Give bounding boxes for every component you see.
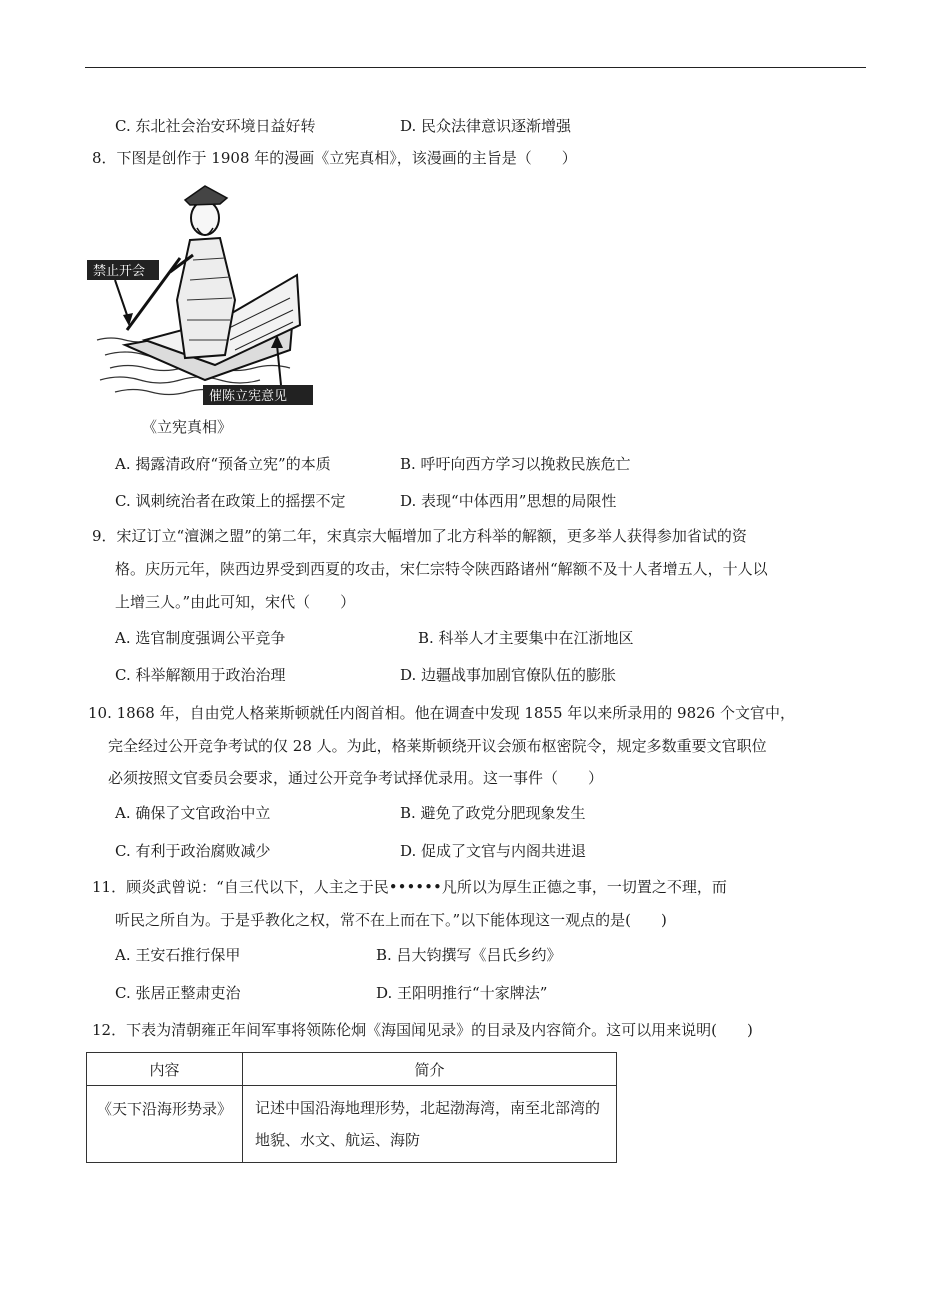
q11-option-b[interactable]: B. 吕大钧撰写《吕氏乡约》	[376, 946, 562, 964]
q9-option-c[interactable]: C. 科举解额用于政治治理	[115, 666, 286, 684]
q9-stem-line-1: 9．宋辽订立“澶渊之盟”的第二年，宋真宗大幅增加了北方科举的解额，更多举人获得参加省试的资	[92, 527, 747, 545]
q10-option-d[interactable]: D. 促成了文官与内阁共进退	[400, 842, 587, 860]
q11-stem-line-2: 听民之所自为。于是乎教化之权，常不在上而在下。”以下能体现这一观点的是( )	[115, 911, 667, 929]
cartoon-illustration	[85, 180, 315, 408]
q8-option-b[interactable]: B. 呼吁向西方学习以挽救民族危亡	[400, 455, 631, 473]
q11-option-d[interactable]: D. 王阳明推行“十家牌法”	[376, 984, 548, 1002]
table-cell-title: 《天下沿海形势录》	[87, 1086, 243, 1163]
cartoon-image	[85, 180, 315, 408]
q8-stem: 8．下图是创作于 1908 年的漫画《立宪真相》，该漫画的主旨是（ ）	[92, 149, 577, 167]
q9-stem-line-2: 格。庆历元年，陕西边界受到西夏的攻击，宋仁宗特令陕西路诸州“解额不及十人者增五人，十人以	[115, 560, 768, 578]
q11-option-c[interactable]: C. 张居正整肃吏治	[115, 984, 241, 1002]
q9-stem-line-3: 上增三人。”由此可知，宋代（ ）	[115, 593, 356, 611]
cartoon-caption: 《立宪真相》	[142, 418, 233, 436]
table-header-row	[87, 1053, 617, 1086]
q12-stem: 12．下表为清朝雍正年间军事将领陈伦炯《海国闻见录》的目录及内容简介。这可以用来说明( )	[92, 1021, 753, 1039]
q10-option-a[interactable]: A. 确保了文官政治中立	[115, 804, 271, 822]
q10-stem-line-3: 必须按照文官委员会要求，通过公开竞争考试择优录用。这一事件（ ）	[108, 769, 604, 787]
cartoon-label-bottom: 催陈立宪意见	[209, 389, 288, 404]
q8-option-d[interactable]: D. 表现“中体西用”思想的局限性	[400, 492, 617, 510]
q9-option-d[interactable]: D. 边疆战事加剧官僚队伍的膨胀	[400, 666, 617, 684]
q11-option-a[interactable]: A. 王安石推行保甲	[115, 946, 241, 964]
prev-option-c[interactable]: C. 东北社会治安环境日益好转	[115, 117, 316, 135]
q10-stem-line-1: 10. 1868 年，自由党人格莱斯顿就任内阁首相。他在调查中发现 1855 年以来所录用的 9826 个文官中，	[88, 704, 795, 722]
q10-stem-line-2: 完全经过公开竞争考试的仅 28 人。为此，格莱斯顿绕开议会颁布枢密院令，规定多数重要文官职位	[108, 737, 767, 755]
header-rule	[85, 67, 866, 68]
q11-stem-line-1: 11．顾炎武曾说：“自三代以下，人主之于民••••••凡所以为厚生正德之事，一切置之不理，而	[92, 878, 727, 896]
cartoon-label-top: 禁止开会	[93, 264, 146, 279]
q9-option-a[interactable]: A. 选官制度强调公平竞争	[115, 629, 286, 647]
catalog-table	[86, 1052, 617, 1163]
q10-option-b[interactable]: B. 避免了政党分肥现象发生	[400, 804, 586, 822]
q10-option-c[interactable]: C. 有利于政治腐败减少	[115, 842, 271, 860]
prev-option-d[interactable]: D. 民众法律意识逐渐增强	[400, 117, 572, 135]
q9-option-b[interactable]: B. 科举人才主要集中在江浙地区	[418, 629, 634, 647]
table-header-content: 内容	[87, 1053, 243, 1086]
table-cell-summary: 记述中国沿海地理形势，北起渤海湾，南至北部湾的地貌、水文、航运、海防	[243, 1086, 617, 1163]
q8-option-c[interactable]: C. 讽刺统治者在政策上的摇摆不定	[115, 492, 346, 510]
table-header-summary: 简介	[243, 1053, 617, 1086]
q8-option-a[interactable]: A. 揭露清政府“预备立宪”的本质	[115, 455, 331, 473]
table-row	[87, 1086, 617, 1163]
